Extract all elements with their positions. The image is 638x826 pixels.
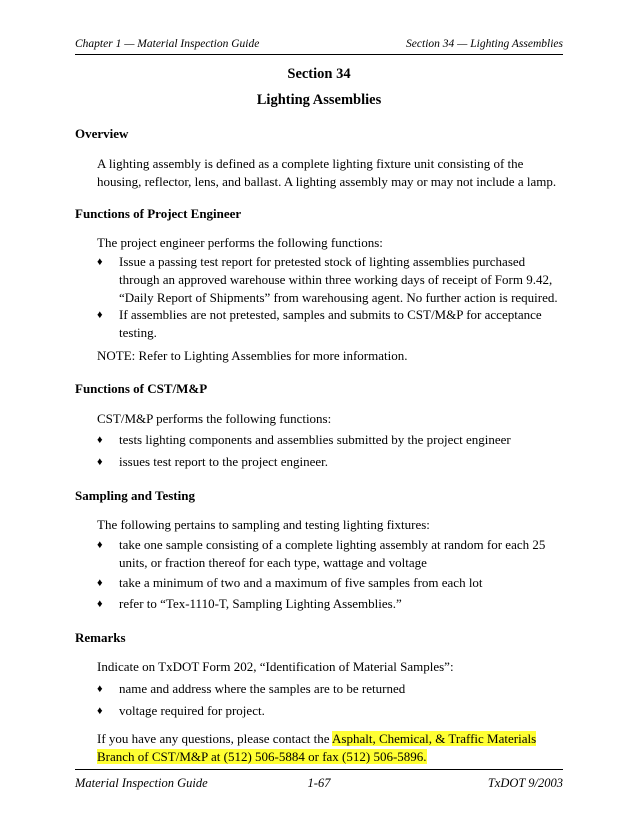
running-footer bbox=[75, 769, 563, 792]
bullet-text: refer to “Tex-1110-T, Sampling Lighting Assemblies.” bbox=[119, 596, 402, 611]
bullet-diamond-icon: ♦ bbox=[97, 683, 103, 695]
section-number: Section 34 bbox=[287, 66, 351, 82]
bullet-diamond-icon: ♦ bbox=[97, 256, 103, 268]
heading-overview: Overview bbox=[75, 126, 129, 141]
list-item bbox=[97, 453, 567, 471]
header-section: Section 34 — Lighting Assemblies bbox=[406, 38, 563, 50]
project-engineer-note: NOTE: Refer to Lighting Assemblies for more information. bbox=[97, 348, 408, 363]
page-number: 1-67 bbox=[307, 776, 331, 790]
footer-date: TxDOT 9/2003 bbox=[487, 776, 563, 790]
list-item bbox=[97, 536, 567, 572]
bullet-text: name and address where the samples are to be returned bbox=[119, 681, 406, 696]
bullet-text: take a minimum of two and a maximum of five samples from each lot bbox=[119, 575, 483, 590]
contact-prefix: If you have any questions, please contact the bbox=[97, 731, 333, 746]
bullet-diamond-icon: ♦ bbox=[97, 539, 103, 551]
heading-project-engineer: Functions of Project Engineer bbox=[75, 206, 242, 221]
bullet-text: take one sample consisting of a complete lighting assembly at random for each 25 units, or fraction thereof for each type, wattage and voltage bbox=[119, 537, 546, 570]
bullet-text: tests lighting components and assemblies submitted by the project engineer bbox=[119, 432, 511, 447]
bullet-diamond-icon: ♦ bbox=[97, 577, 103, 589]
sampling-intro: The following pertains to sampling and testing lighting fixtures: bbox=[97, 517, 430, 532]
header-chapter: Chapter 1 — Material Inspection Guide bbox=[75, 38, 260, 50]
heading-remarks: Remarks bbox=[75, 630, 126, 645]
contact-paragraph bbox=[97, 730, 567, 766]
bullet-text: If assemblies are not pretested, samples and submits to CST/M&P for acceptance testing. bbox=[119, 307, 542, 340]
list-item bbox=[97, 306, 567, 342]
list-item bbox=[97, 702, 567, 720]
list-item bbox=[97, 574, 567, 592]
overview-text: A lighting assembly is defined as a complete lighting fixture unit consisting of the housing, reflector, lens, and ballast. A lighting assembly may or may not include a lamp. bbox=[97, 156, 557, 189]
section-title: Lighting Assemblies bbox=[256, 92, 382, 108]
list-item bbox=[97, 680, 567, 698]
project-engineer-intro: The project engineer performs the following functions: bbox=[97, 235, 383, 250]
bullet-diamond-icon: ♦ bbox=[97, 309, 103, 321]
bullet-text: issues test report to the project engineer. bbox=[119, 454, 329, 469]
running-header bbox=[75, 38, 563, 55]
bullet-text: voltage required for project. bbox=[119, 703, 265, 718]
list-item bbox=[97, 595, 567, 613]
list-item bbox=[97, 431, 567, 449]
bullet-text: Issue a passing test report for pretested stock of lighting assemblies purchased through an approved warehouse within three working days of receipt of Form 9.42, “Daily Report of Shipments” from warehousing agent. No further action is required. bbox=[119, 254, 558, 305]
list-item bbox=[97, 253, 567, 307]
bullet-diamond-icon: ♦ bbox=[97, 456, 103, 468]
heading-cstmp: Functions of CST/M&P bbox=[75, 381, 208, 396]
bullet-diamond-icon: ♦ bbox=[97, 434, 103, 446]
footer-guide-name: Material Inspection Guide bbox=[75, 776, 208, 790]
bullet-diamond-icon: ♦ bbox=[97, 705, 103, 717]
bullet-diamond-icon: ♦ bbox=[97, 598, 103, 610]
contact-highlight: Asphalt, Chemical, & Traffic Materials Branch of CST/M&P at (512) 506-5884 or fax (512) 506-5896. bbox=[97, 731, 537, 764]
remarks-intro: Indicate on TxDOT Form 202, “Identification of Material Samples”: bbox=[97, 659, 454, 674]
heading-sampling: Sampling and Testing bbox=[75, 488, 195, 503]
cstmp-intro: CST/M&P performs the following functions: bbox=[97, 411, 332, 426]
